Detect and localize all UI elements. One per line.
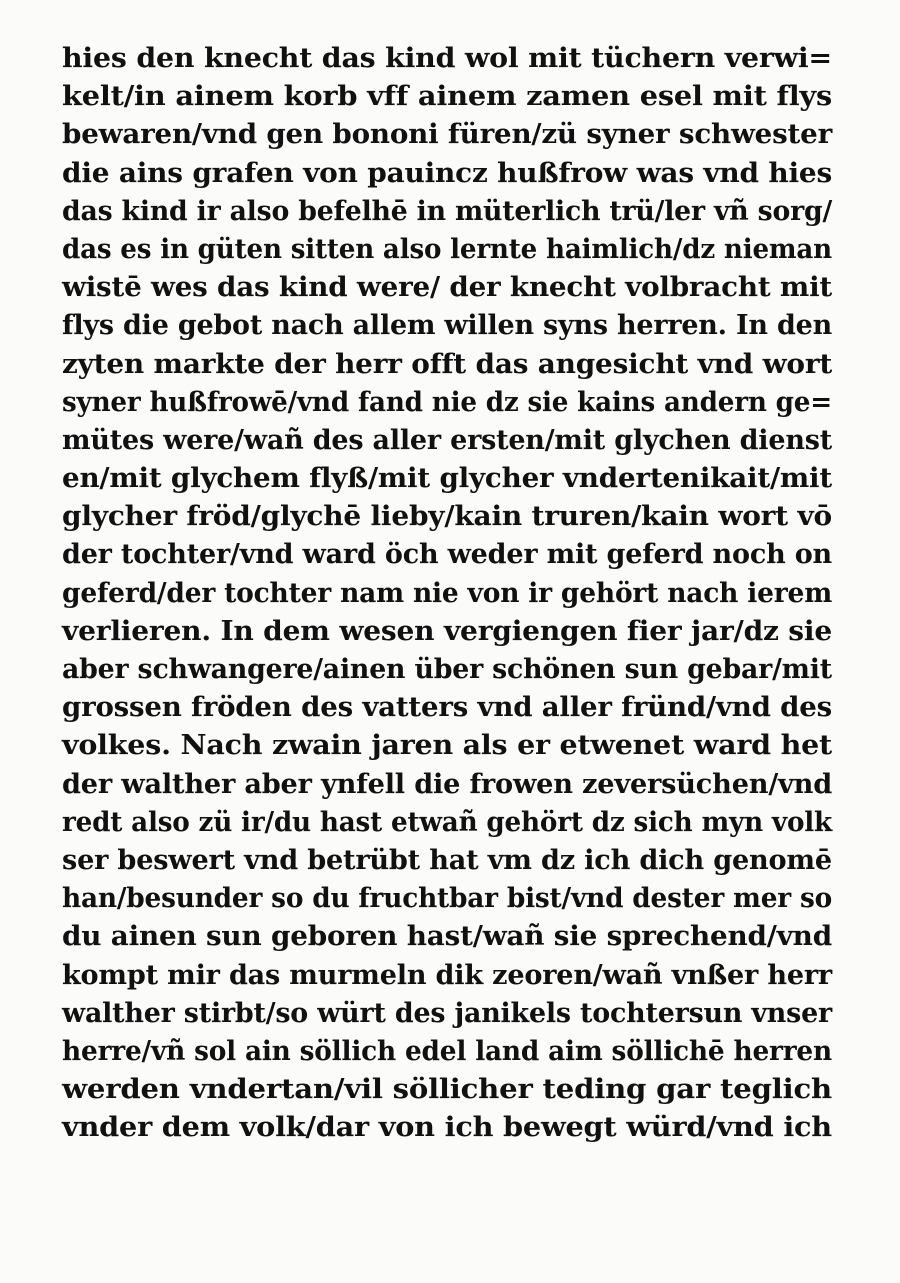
text-line: verlieren. In dem wesen vergiengen fier jar/dz sie <box>62 615 833 647</box>
text-line: geferd/der tochter nam nie von ir gehört nach ierem <box>62 577 833 609</box>
text-line: syner hußfrowē/vnd fand nie dz sie kains andern ge= <box>62 386 833 418</box>
text-line: der tochter/vnd ward öch weder mit geferd noch on <box>62 539 833 571</box>
text-line: glycher fröd/glychē lieby/kain truren/kain wort vō <box>62 501 832 533</box>
text-line: der walther aber ynfell die frowen zeversüchen/vnd <box>62 768 832 800</box>
text-line: du ainen sun geboren hast/wañ sie sprechend/vnd <box>62 921 832 953</box>
text-line: ser beswert vnd betrübt hat vm dz ich dich genomē <box>62 844 832 876</box>
text-line: hies den knecht das kind wol mit tüchern verwi= <box>62 43 833 74</box>
text-line: das es in güten sitten also lernte haimlich/dz nieman <box>62 233 833 265</box>
text-line: walther stirbt/so würt des janikels tochtersun vnser <box>62 997 832 1029</box>
text-line: mütes were/wañ des aller ersten/mit glychen dienst <box>62 424 833 456</box>
text-line: das kind ir also befelhē in müterlich trü/ler vñ sorg/ <box>62 195 833 227</box>
text-line: vnder dem volk/dar von ich bewegt würd/vnd ich <box>62 1112 832 1144</box>
text-line: herre/vñ sol ain söllich edel land aim söllichē herren <box>62 1035 833 1067</box>
text-line: en/mit glychem flyß/mit glycher vndertenikait/mit <box>62 463 832 495</box>
text-line: aber schwangere/ainen über schönen sun gebar/mit <box>62 654 832 685</box>
text-line: kompt mir das murmeln dik zeoren/wañ vnßer herr <box>62 959 832 991</box>
blackletter-text-block <box>62 40 832 1147</box>
text-line: grossen fröden des vatters vnd aller fründ/vnd des <box>62 692 833 724</box>
text-line: bewaren/vnd gen bononi füren/zü syner schwester <box>62 119 832 151</box>
text-line: wistē wes das kind were/ der knecht volbracht mit <box>62 272 833 304</box>
text-line: die ains grafen von pauincz hußfrow was vnd hies <box>62 157 833 189</box>
text-line: kelt/in ainem korb vff ainem zamen esel mit flys <box>62 81 833 113</box>
text-line: flys die gebot nach allem willen syns herren. In den <box>62 310 832 342</box>
text-line: werden vndertan/vil söllicher teding gar teglich <box>62 1074 832 1106</box>
text-line: han/besunder so du fruchtbar bist/vnd dester mer so <box>62 883 833 915</box>
text-line: redt also zü ir/du hast etwañ gehört dz sich myn volk <box>62 806 833 838</box>
text-line: zyten markte der herr offt das angesicht vnd wort <box>62 348 833 380</box>
text-line: volkes. Nach zwain jaren als er etwenet ward het <box>62 730 833 762</box>
